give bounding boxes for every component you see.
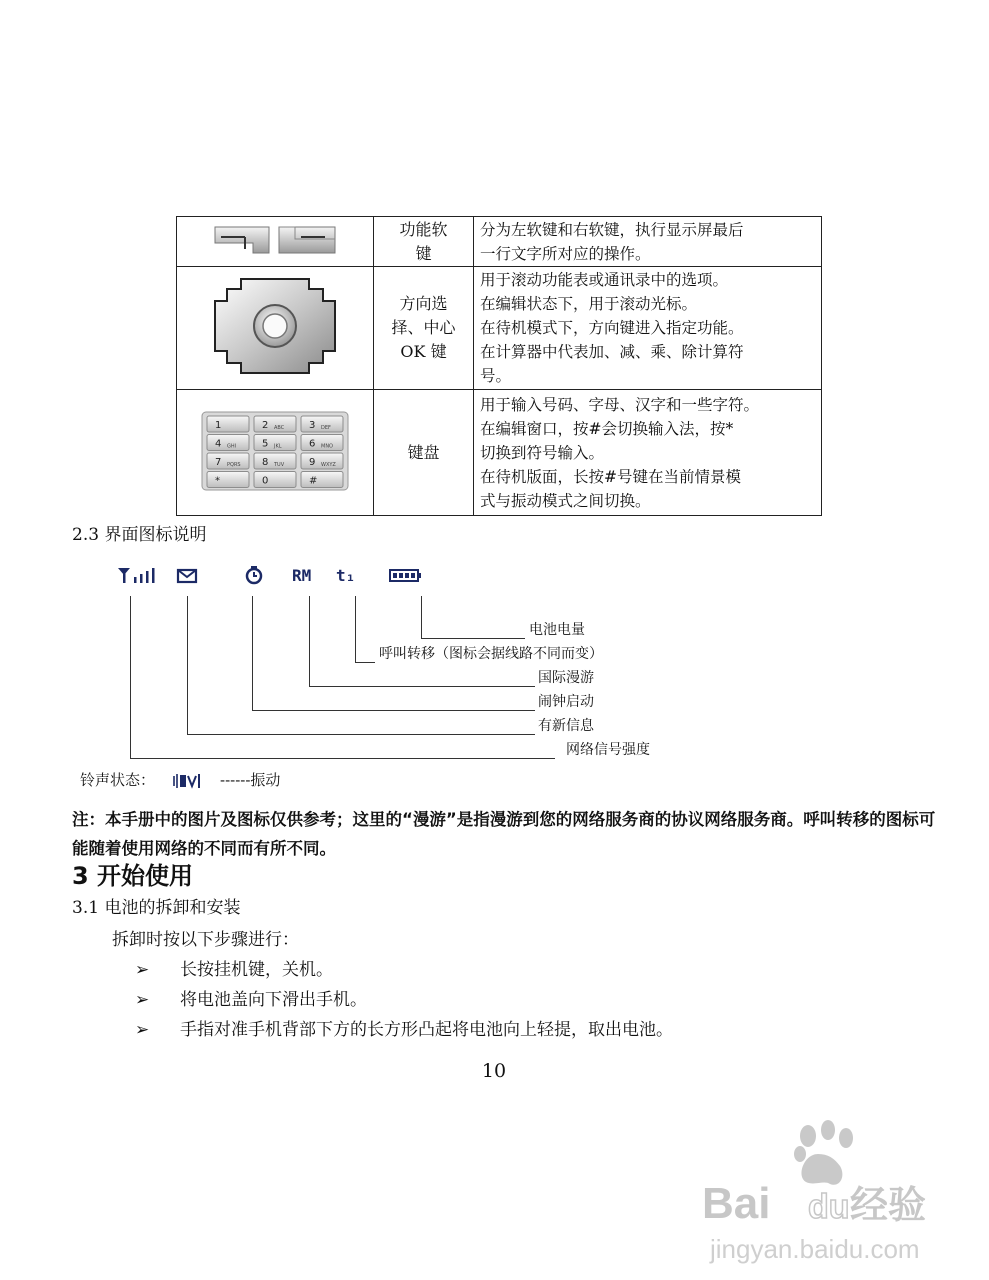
keypad-key [254, 453, 296, 469]
keypad-key-digit: * [215, 475, 220, 486]
bullet-arrow-icon: ➢ [135, 1020, 150, 1040]
roaming-leader [309, 686, 535, 687]
roaming-icon: RM [292, 566, 312, 585]
list-item: ➢ 将电池盖向下滑出手机。 [135, 990, 367, 1010]
table-row [177, 390, 822, 516]
keypad-key-digit: 9 [309, 456, 316, 468]
keypad-cell [177, 390, 374, 516]
signal-leader [130, 758, 555, 759]
keypad-key-digit: 6 [309, 438, 316, 449]
alarm-leader [252, 596, 253, 710]
signal-strength-icon [116, 565, 158, 585]
keypad-key [254, 416, 296, 432]
list-item: ➢ 手指对准手机背部下方的长方形凸起将电池向上轻提，取出电池。 [135, 1020, 673, 1040]
watermark-tag: 经验 [850, 1183, 927, 1227]
ring-status-desc: ------振动 [220, 771, 281, 789]
signal-leader [130, 596, 131, 758]
legend-roaming: 国际漫游 [538, 670, 594, 686]
keypad-key-digit: 0 [262, 475, 269, 486]
keypad-image [201, 411, 349, 491]
keypad-key [207, 453, 249, 469]
chapter-heading: 3 开始使用 [72, 862, 194, 890]
message-leader [187, 596, 188, 734]
section-heading: 3.1 电池的拆卸和安装 [72, 898, 241, 918]
keypad-key-digit: 1 [215, 419, 222, 431]
keypad-key [301, 471, 343, 487]
key-description: 分为左软键和右软键，执行显示屏最后 一行文字所对应的操作。 [474, 217, 822, 267]
keypad-key-digit: 4 [215, 438, 222, 449]
watermark-brand: Bai [702, 1179, 771, 1228]
keypad-key [207, 471, 249, 487]
list-item: ➢ 长按挂机键，关机。 [135, 960, 333, 980]
soft-keys-cell [177, 217, 374, 267]
roaming-leader [309, 596, 310, 686]
battery-leader [421, 596, 422, 638]
alarm-clock-icon [243, 565, 265, 585]
watermark-url: jingyan.baidu.com [710, 1234, 920, 1264]
baidu-watermark [700, 1118, 940, 1272]
bullet-arrow-icon: ➢ [135, 960, 150, 980]
watermark-logo-text: du [808, 1188, 850, 1226]
legend-message: 有新信息 [538, 718, 594, 734]
keypad-key-digit: 7 [215, 456, 222, 468]
keypad-key-letters: ABC [274, 424, 285, 431]
soft-keys-image [213, 223, 337, 257]
call-divert-icon: t₁ [336, 566, 356, 585]
table-row [177, 217, 822, 267]
message-leader [187, 734, 535, 735]
divert-leader [355, 662, 375, 663]
keypad-key [301, 453, 343, 469]
vibrate-icon [172, 772, 202, 790]
message-icon [175, 565, 199, 585]
keypad-key-letters: GHI [227, 443, 237, 449]
navigation-key-image [211, 277, 339, 375]
ring-status-label: 铃声状态： [80, 771, 156, 789]
legend-call-divert: 呼叫转移（图标会据线路不同而变） [379, 646, 603, 662]
page-number: 10 [481, 1060, 507, 1082]
divert-leader [355, 596, 356, 662]
keypad-key [207, 434, 249, 450]
keypad-key [254, 434, 296, 450]
note-text: 注：本手册中的图片及图标仅供参考；这里的“漫游”是指漫游到您的网络服务商的协议网络服务商。呼叫转移的图标可能随着使用网络的不同而有所不同。 [72, 810, 936, 858]
keypad-key-digit: # [309, 475, 318, 486]
keypad-key-digit: 3 [309, 419, 316, 431]
keypad-key-letters: JKL [274, 443, 282, 449]
legend-signal: 网络信号强度 [566, 742, 650, 758]
battery-icon [388, 565, 422, 585]
keypad-key [254, 471, 296, 487]
alarm-leader [252, 710, 535, 711]
table-row [177, 267, 822, 390]
keypad-key-letters: PQRS [227, 461, 241, 468]
baidu-paw-logo [700, 1118, 940, 1268]
nav-key-cell [177, 267, 374, 390]
key-name: 功能软 键 [374, 217, 474, 267]
keypad-key-digit: 8 [262, 456, 269, 468]
keypad-key-letters: MNO [321, 443, 333, 449]
keypad-key-letters: DEF [321, 424, 331, 431]
keypad-key-digit: 2 [262, 419, 269, 431]
bullet-arrow-icon: ➢ [135, 990, 150, 1010]
keypad-key [207, 416, 249, 432]
battery-leader [421, 638, 525, 639]
section-heading: 2.3 界面图标说明 [72, 525, 207, 545]
key-name: 键盘 [374, 390, 474, 516]
key-description: 用于输入号码、字母、汉字和一些字符。 在编辑窗口，按#会切换输入法，按* 切换到符号输入。 在待机版面，长按#号键在当前情景模 式与振动模式之间切换。 [474, 390, 822, 516]
keys-table [176, 216, 822, 516]
key-name: 方向选 择、中心 OK 键 [374, 267, 474, 390]
keypad-key-digit: 5 [262, 438, 269, 449]
keypad-key-letters: WXYZ [321, 461, 336, 468]
key-description: 用于滚动功能表或通讯录中的选项。 在编辑状态下，用于滚动光标。 在待机模式下，方向键进入指定功能。 在计算器中代表加、减、乘、除计算符 号。 [474, 267, 822, 390]
legend-battery: 电池电量 [529, 622, 585, 638]
keypad-key-letters: TUV [274, 461, 285, 468]
keypad-key [301, 434, 343, 450]
intro-text: 拆卸时按以下步骤进行： [112, 930, 299, 950]
keypad-key [301, 416, 343, 432]
legend-alarm: 闹钟启动 [538, 694, 594, 710]
